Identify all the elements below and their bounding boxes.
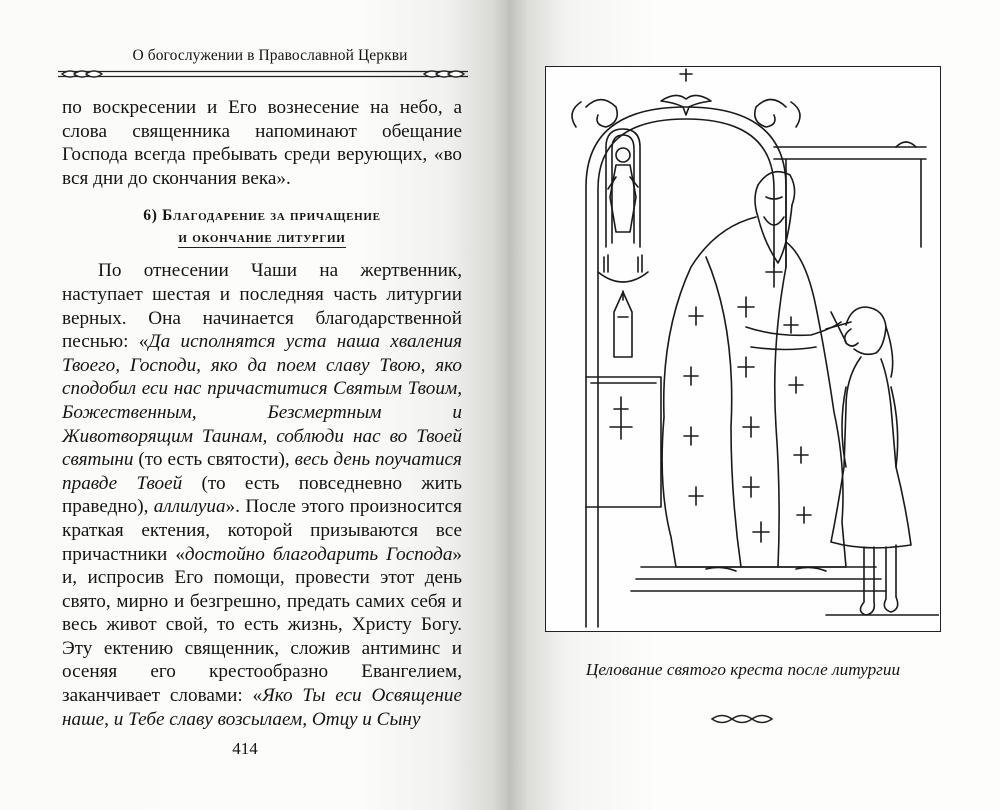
line-art-illustration	[545, 66, 941, 632]
running-head: О богослужении в Православной Церкви	[132, 47, 408, 64]
page-number: 414	[232, 739, 258, 758]
text-run: ». После этого произносится краткая ектения, которой призываются все причастники «	[62, 496, 462, 565]
prayer-text: весь день поучатися правде Твоей	[62, 449, 462, 494]
prayer-text: достойно благодарить Господа	[184, 543, 453, 565]
illustration-caption: Целование святого креста после литургии	[585, 660, 901, 679]
section-heading-line-1: 6) Благодарение за причащение	[143, 207, 381, 225]
illustration-drawing	[546, 67, 939, 630]
text-run: (то есть повседневно жить праведно),	[62, 472, 462, 518]
body-text	[62, 96, 462, 731]
ornamental-rule	[58, 67, 468, 81]
ornament-divider	[710, 712, 774, 726]
section-heading-line-2: и окончание литургии	[178, 229, 346, 247]
text-run: По отнесении Чаши на жертвенник, наступает шестая и последняя часть литургии верных. Она начинается благодарственной песнью: «	[62, 260, 462, 353]
section-heading	[62, 205, 462, 249]
intro-paragraph: по воскресении и Его вознесение на небо, а слова священника напоминают обещание Господа всегда пребывать среди верующих, «во вся дни до скончания века».	[62, 97, 462, 189]
prayer-text: аллилуиа	[153, 496, 226, 518]
liturgy-paragraph	[62, 259, 462, 731]
text-run: (то есть святости),	[133, 449, 295, 471]
prayer-text: Яко Ты еси Освящение наше, и Тебе славу возсылаем, Отцу и Сыну	[62, 685, 462, 730]
text-run: » и, испросив Его помощи, провести этот день свято, мирно и безгрешно, предать самих себя и весь живот свой, то есть жизнь, Христу Богу. Эту ектению священник, сложив антиминс и осеняя его крестообразно Евангелием, заканчивает словами: «	[62, 543, 463, 707]
prayer-text: Да исполнятся уста наша хваления Твоего, Господи, яко да поем славу Твою, яко сподобил еси нас причаститися Святым Твоим, Божественным, Безсмертным и Животворящим Таинам, соблюди нас во Твоей святыни	[62, 331, 463, 471]
